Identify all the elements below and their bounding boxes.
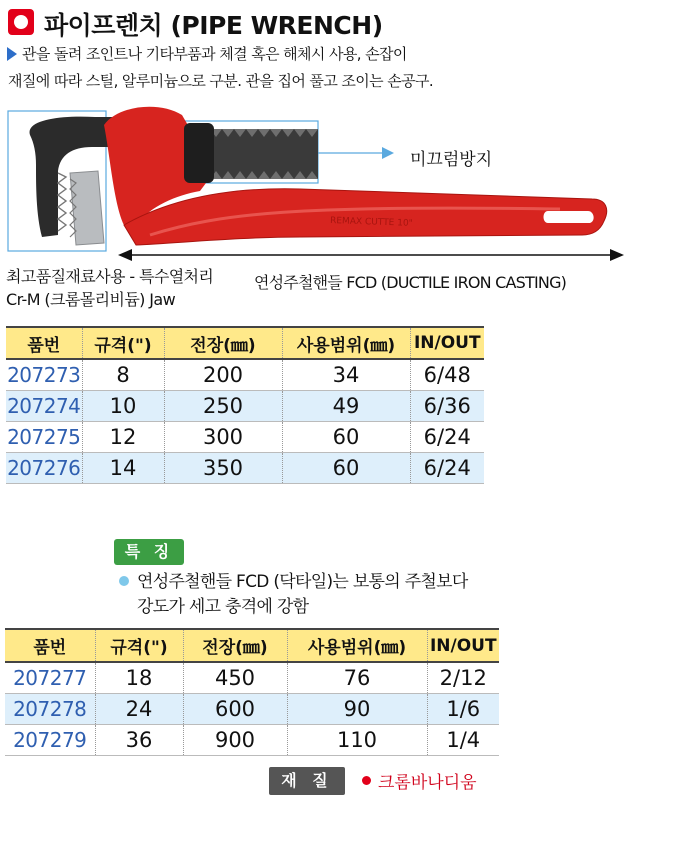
col-header-size: 규격(") — [82, 327, 164, 359]
range-cell: 90 — [287, 694, 427, 725]
col-header-in-out: IN/OUT — [427, 629, 499, 662]
size-cell: 24 — [95, 694, 183, 725]
table-row — [5, 662, 499, 694]
table-row — [5, 725, 499, 756]
material-bullet-icon — [362, 776, 371, 785]
col-header-part-no: 품번 — [6, 327, 82, 359]
size-cell: 8 — [82, 359, 164, 391]
range-cell: 49 — [282, 391, 410, 422]
anti-slip-callout-arrowhead — [382, 147, 394, 159]
table-row — [6, 391, 484, 422]
table-row — [6, 453, 484, 484]
col-header-range: 사용범위(㎜) — [287, 629, 427, 662]
part-number: 207274 — [6, 391, 82, 422]
length-cell: 350 — [164, 453, 282, 484]
range-cell: 76 — [287, 662, 427, 694]
feature-bullet-icon — [119, 576, 129, 586]
in-out-cell: 1/6 — [427, 694, 499, 725]
feature-line-2: 강도가 세고 충격에 강함 — [137, 597, 309, 617]
length-cell: 900 — [183, 725, 287, 756]
adjusting-nut — [184, 123, 214, 183]
length-cell: 200 — [164, 359, 282, 391]
part-number: 207278 — [5, 694, 95, 725]
handle-engraving: REMAX CUTTE 10" — [329, 216, 413, 229]
page-title: 파이프렌치 (PIPE WRENCH) — [44, 11, 383, 40]
length-cell: 300 — [164, 422, 282, 453]
size-cell: 10 — [82, 391, 164, 422]
part-number: 207273 — [6, 359, 82, 391]
size-cell: 18 — [95, 662, 183, 694]
pipe-wrench-illustration — [0, 95, 640, 275]
table-row — [6, 359, 484, 391]
material-value: 크롬바나디움 — [378, 773, 477, 793]
part-number: 207279 — [5, 725, 95, 756]
length-cell: 600 — [183, 694, 287, 725]
range-cell: 110 — [287, 725, 427, 756]
size-cell: 14 — [82, 453, 164, 484]
size-cell: 12 — [82, 422, 164, 453]
col-header-length: 전장(㎜) — [183, 629, 287, 662]
range-cell: 60 — [282, 422, 410, 453]
in-out-cell: 6/24 — [410, 422, 484, 453]
col-header-range: 사용범위(㎜) — [282, 327, 410, 359]
in-out-cell: 6/24 — [410, 453, 484, 484]
length-cell: 450 — [183, 662, 287, 694]
in-out-cell: 6/36 — [410, 391, 484, 422]
table-row — [5, 694, 499, 725]
table-header-row — [5, 629, 499, 662]
feature-line-1: 연성주철핸들 FCD (닥타일)는 보통의 주철보다 — [137, 572, 468, 592]
range-cell: 34 — [282, 359, 410, 391]
col-header-length: 전장(㎜) — [164, 327, 282, 359]
range-cell: 60 — [282, 453, 410, 484]
handle-hole — [544, 211, 594, 223]
spec-table-1 — [6, 326, 484, 484]
brand-logo-icon — [8, 9, 34, 35]
material-badge: 재 질 — [269, 767, 345, 795]
anti-slip-label: 미끄럼방지 — [410, 150, 493, 170]
jaw-label-line-2: Cr-M (크롬몰리비듐) Jaw — [6, 290, 176, 309]
col-header-part-no: 품번 — [5, 629, 95, 662]
table-row — [6, 422, 484, 453]
in-out-cell: 1/4 — [427, 725, 499, 756]
col-header-in-out: IN/OUT — [410, 327, 484, 359]
description-line-2: 재질에 따라 스틸, 알루미늄으로 구분. 관을 집어 풀고 조이는 손공구. — [8, 72, 434, 90]
part-number: 207275 — [6, 422, 82, 453]
length-cell: 250 — [164, 391, 282, 422]
length-arrow-right — [610, 249, 624, 261]
description-line-1: 관을 돌려 조인트나 기타부품과 체결 혹은 해체시 사용, 손잡이 — [22, 45, 407, 63]
size-cell: 36 — [95, 725, 183, 756]
table-header-row — [6, 327, 484, 359]
bullet-arrow-icon — [7, 47, 17, 61]
spec-table-2 — [5, 628, 499, 756]
in-out-cell: 6/48 — [410, 359, 484, 391]
jaw-label-line-1: 최고품질재료사용 - 특수열처리 — [6, 267, 214, 286]
hook-jaw-teeth — [58, 173, 66, 231]
part-number: 207276 — [6, 453, 82, 484]
length-arrow-left — [118, 249, 132, 261]
part-number: 207277 — [5, 662, 95, 694]
in-out-cell: 2/12 — [427, 662, 499, 694]
handle-label: 연성주철핸들 FCD (DUCTILE IRON CASTING) — [254, 273, 567, 292]
col-header-size: 규격(") — [95, 629, 183, 662]
features-badge: 특 징 — [114, 539, 184, 565]
